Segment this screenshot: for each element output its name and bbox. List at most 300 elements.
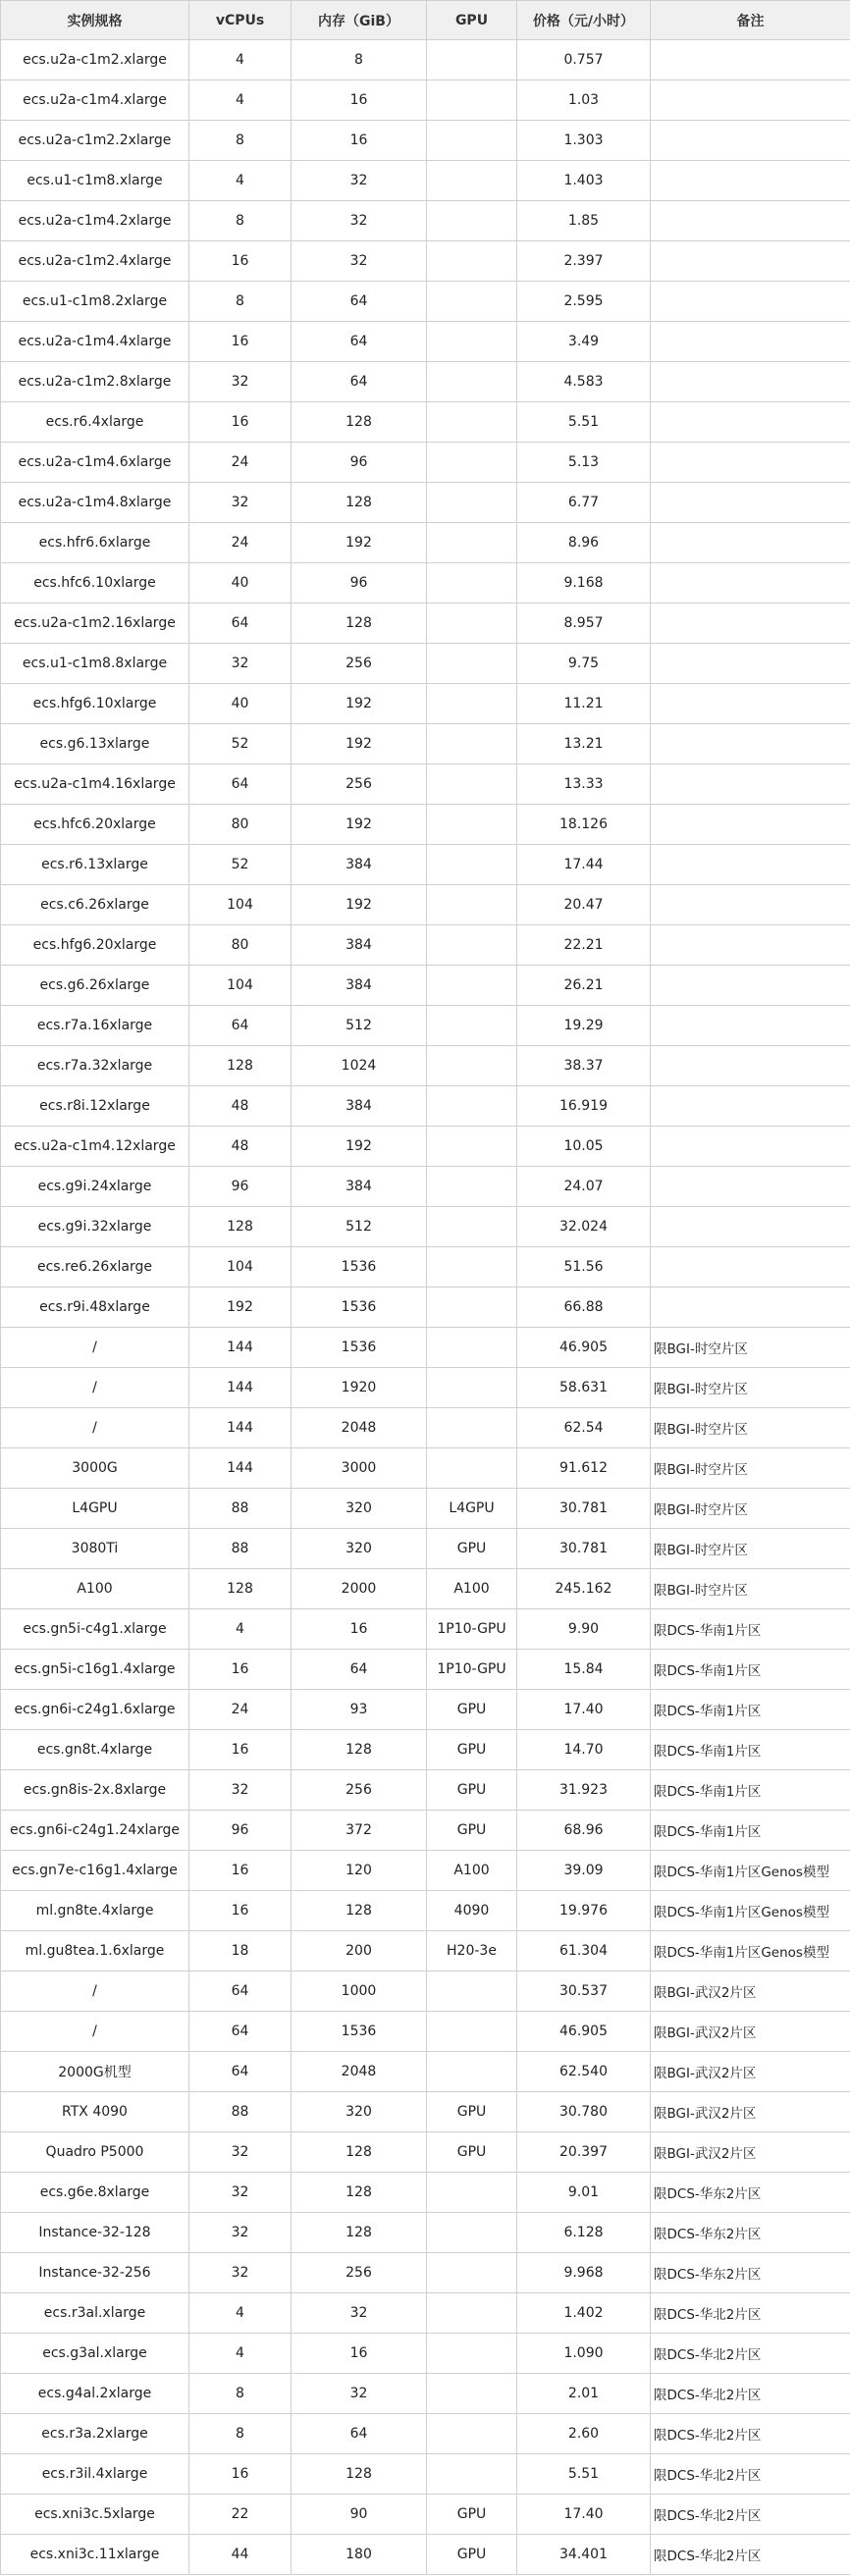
- cell-instance-spec: ecs.gn5i-c4g1.xlarge: [1, 1609, 189, 1650]
- cell-instance-spec: ecs.gn8t.4xlarge: [1, 1730, 189, 1770]
- table-row: [1, 1569, 850, 1609]
- cell-price: 62.540: [517, 2052, 651, 2092]
- table-row: [1, 1006, 850, 1046]
- cell-memory: 180: [292, 2535, 427, 2575]
- cell-instance-spec: ml.gu8tea.1.6xlarge: [1, 1931, 189, 1971]
- cell-price: 9.90: [517, 1609, 651, 1650]
- cell-notes: 限DCS-华南1片区: [651, 1730, 850, 1770]
- cell-notes: [651, 1086, 850, 1127]
- table-row: [1, 161, 850, 201]
- cell-gpu: [427, 2012, 517, 2052]
- cell-notes: [651, 1207, 850, 1247]
- table-row: [1, 1931, 850, 1971]
- cell-instance-spec: ecs.hfr6.6xlarge: [1, 523, 189, 563]
- table-row: [1, 1167, 850, 1207]
- cell-gpu: [427, 2173, 517, 2213]
- cell-memory: 32: [292, 161, 427, 201]
- cell-memory: 64: [292, 322, 427, 362]
- table-row: [1, 966, 850, 1006]
- cell-gpu: [427, 443, 517, 483]
- cell-instance-spec: ecs.gn5i-c16g1.4xlarge: [1, 1650, 189, 1690]
- header-memory: 内存（GiB）: [292, 1, 427, 40]
- cell-vcpus: 4: [189, 80, 292, 121]
- cell-price: 61.304: [517, 1931, 651, 1971]
- cell-gpu: [427, 362, 517, 402]
- cell-vcpus: 192: [189, 1288, 292, 1328]
- table-row: [1, 563, 850, 604]
- table-row: [1, 1609, 850, 1650]
- cell-memory: 32: [292, 201, 427, 241]
- cell-vcpus: 16: [189, 1650, 292, 1690]
- table-row: [1, 2253, 850, 2293]
- cell-memory: 96: [292, 443, 427, 483]
- table-row: [1, 724, 850, 764]
- cell-memory: 128: [292, 402, 427, 443]
- table-row: [1, 805, 850, 845]
- cell-vcpus: 16: [189, 1851, 292, 1891]
- table-row: [1, 2454, 850, 2495]
- cell-memory: 2000: [292, 1569, 427, 1609]
- table-row: [1, 241, 850, 282]
- cell-notes: 限BGI-武汉2片区: [651, 2092, 850, 2132]
- cell-vcpus: 64: [189, 764, 292, 805]
- table-row: [1, 1328, 850, 1368]
- cell-gpu: [427, 805, 517, 845]
- cell-vcpus: 24: [189, 443, 292, 483]
- cell-price: 19.29: [517, 1006, 651, 1046]
- table-row: [1, 121, 850, 161]
- cell-vcpus: 4: [189, 40, 292, 80]
- cell-gpu: [427, 2253, 517, 2293]
- cell-vcpus: 48: [189, 1086, 292, 1127]
- cell-price: 31.923: [517, 1770, 651, 1811]
- cell-notes: [651, 402, 850, 443]
- cell-instance-spec: /: [1, 1328, 189, 1368]
- cell-gpu: [427, 966, 517, 1006]
- cell-vcpus: 16: [189, 2454, 292, 2495]
- cell-gpu: [427, 1247, 517, 1288]
- cell-vcpus: 44: [189, 2535, 292, 2575]
- cell-gpu: [427, 684, 517, 724]
- cell-notes: 限BGI-武汉2片区: [651, 2052, 850, 2092]
- cell-instance-spec: ecs.u2a-c1m2.2xlarge: [1, 121, 189, 161]
- cell-gpu: [427, 1368, 517, 1408]
- cell-gpu: [427, 1288, 517, 1328]
- cell-memory: 256: [292, 764, 427, 805]
- cell-memory: 128: [292, 2132, 427, 2173]
- table-row: [1, 925, 850, 966]
- cell-notes: [651, 724, 850, 764]
- cell-instance-spec: 3080Ti: [1, 1529, 189, 1569]
- table-row: [1, 1207, 850, 1247]
- cell-notes: [651, 1046, 850, 1086]
- cell-memory: 2048: [292, 2052, 427, 2092]
- cell-vcpus: 32: [189, 2253, 292, 2293]
- cell-gpu: [427, 845, 517, 885]
- cell-price: 26.21: [517, 966, 651, 1006]
- cell-instance-spec: A100: [1, 1569, 189, 1609]
- table-row: [1, 1650, 850, 1690]
- cell-vcpus: 64: [189, 1971, 292, 2012]
- cell-vcpus: 144: [189, 1368, 292, 1408]
- cell-memory: 200: [292, 1931, 427, 1971]
- cell-vcpus: 64: [189, 2012, 292, 2052]
- cell-price: 17.44: [517, 845, 651, 885]
- cell-memory: 64: [292, 2414, 427, 2454]
- cell-gpu: 4090: [427, 1891, 517, 1931]
- cell-notes: [651, 362, 850, 402]
- cell-gpu: [427, 483, 517, 523]
- cell-notes: [651, 966, 850, 1006]
- cell-vcpus: 8: [189, 282, 292, 322]
- cell-memory: 256: [292, 644, 427, 684]
- cell-price: 1.403: [517, 161, 651, 201]
- cell-gpu: GPU: [427, 1730, 517, 1770]
- table-row: [1, 2495, 850, 2535]
- cell-price: 11.21: [517, 684, 651, 724]
- cell-vcpus: 32: [189, 644, 292, 684]
- cell-notes: 限BGI-武汉2片区: [651, 2012, 850, 2052]
- table-row: [1, 201, 850, 241]
- cell-instance-spec: ecs.g9i.32xlarge: [1, 1207, 189, 1247]
- cell-notes: 限DCS-华南1片区: [651, 1770, 850, 1811]
- cell-price: 2.397: [517, 241, 651, 282]
- cell-notes: 限DCS-华北2片区: [651, 2495, 850, 2535]
- cell-notes: [651, 483, 850, 523]
- cell-price: 46.905: [517, 2012, 651, 2052]
- cell-price: 39.09: [517, 1851, 651, 1891]
- cell-instance-spec: ecs.r3al.xlarge: [1, 2293, 189, 2334]
- cell-notes: 限BGI-时空片区: [651, 1448, 850, 1489]
- cell-instance-spec: ecs.u2a-c1m4.6xlarge: [1, 443, 189, 483]
- cell-vcpus: 52: [189, 845, 292, 885]
- cell-vcpus: 32: [189, 1770, 292, 1811]
- cell-notes: 限DCS-华东2片区: [651, 2213, 850, 2253]
- cell-vcpus: 16: [189, 402, 292, 443]
- cell-vcpus: 32: [189, 2213, 292, 2253]
- table-row: [1, 2334, 850, 2374]
- cell-memory: 1024: [292, 1046, 427, 1086]
- cell-memory: 64: [292, 282, 427, 322]
- cell-notes: 限BGI-时空片区: [651, 1529, 850, 1569]
- cell-vcpus: 96: [189, 1167, 292, 1207]
- cell-notes: 限BGI-武汉2片区: [651, 1971, 850, 2012]
- cell-price: 16.919: [517, 1086, 651, 1127]
- table-row: [1, 443, 850, 483]
- cell-vcpus: 128: [189, 1569, 292, 1609]
- cell-notes: 限BGI-时空片区: [651, 1489, 850, 1529]
- cell-notes: 限DCS-华北2片区: [651, 2454, 850, 2495]
- cell-notes: [651, 1167, 850, 1207]
- cell-price: 4.583: [517, 362, 651, 402]
- cell-memory: 128: [292, 1891, 427, 1931]
- cell-notes: [651, 1288, 850, 1328]
- cell-memory: 384: [292, 966, 427, 1006]
- cell-price: 20.397: [517, 2132, 651, 2173]
- cell-gpu: [427, 2293, 517, 2334]
- cell-instance-spec: ecs.r8i.12xlarge: [1, 1086, 189, 1127]
- cell-notes: 限BGI-时空片区: [651, 1328, 850, 1368]
- cell-memory: 1536: [292, 1247, 427, 1288]
- cell-instance-spec: ecs.g3al.xlarge: [1, 2334, 189, 2374]
- cell-memory: 120: [292, 1851, 427, 1891]
- cell-gpu: [427, 2334, 517, 2374]
- cell-instance-spec: ecs.u2a-c1m4.xlarge: [1, 80, 189, 121]
- cell-memory: 372: [292, 1811, 427, 1851]
- cell-vcpus: 104: [189, 1247, 292, 1288]
- cell-price: 38.37: [517, 1046, 651, 1086]
- cell-gpu: [427, 1086, 517, 1127]
- cell-gpu: [427, 604, 517, 644]
- cell-vcpus: 48: [189, 1127, 292, 1167]
- cell-gpu: [427, 1167, 517, 1207]
- cell-instance-spec: Instance-32-128: [1, 2213, 189, 2253]
- cell-instance-spec: ecs.u1-c1m8.xlarge: [1, 161, 189, 201]
- cell-price: 46.905: [517, 1328, 651, 1368]
- cell-notes: 限DCS-华东2片区: [651, 2173, 850, 2213]
- cell-instance-spec: ecs.hfg6.20xlarge: [1, 925, 189, 966]
- cell-gpu: 1P10-GPU: [427, 1609, 517, 1650]
- cell-instance-spec: ecs.xni3c.5xlarge: [1, 2495, 189, 2535]
- cell-price: 10.05: [517, 1127, 651, 1167]
- cell-notes: [651, 885, 850, 925]
- cell-instance-spec: ecs.r9i.48xlarge: [1, 1288, 189, 1328]
- table-row: [1, 483, 850, 523]
- cell-gpu: [427, 241, 517, 282]
- table-row: [1, 1127, 850, 1167]
- cell-gpu: [427, 282, 517, 322]
- table-row: [1, 362, 850, 402]
- table-row: [1, 1811, 850, 1851]
- cell-memory: 64: [292, 362, 427, 402]
- cell-gpu: [427, 1207, 517, 1247]
- cell-vcpus: 40: [189, 563, 292, 604]
- cell-vcpus: 8: [189, 201, 292, 241]
- cell-gpu: [427, 402, 517, 443]
- cell-memory: 320: [292, 1529, 427, 1569]
- cell-memory: 384: [292, 1086, 427, 1127]
- cell-price: 51.56: [517, 1247, 651, 1288]
- cell-gpu: [427, 40, 517, 80]
- table-row: [1, 2173, 850, 2213]
- cell-notes: 限DCS-华北2片区: [651, 2334, 850, 2374]
- table-body: [1, 40, 850, 2575]
- cell-instance-spec: ecs.re6.26xlarge: [1, 1247, 189, 1288]
- cell-instance-spec: ecs.u2a-c1m4.12xlarge: [1, 1127, 189, 1167]
- cell-notes: 限DCS-华北2片区: [651, 2535, 850, 2575]
- cell-vcpus: 104: [189, 966, 292, 1006]
- cell-gpu: A100: [427, 1851, 517, 1891]
- table-row: [1, 2293, 850, 2334]
- cell-instance-spec: ecs.u2a-c1m4.2xlarge: [1, 201, 189, 241]
- cell-gpu: [427, 1328, 517, 1368]
- cell-gpu: L4GPU: [427, 1489, 517, 1529]
- cell-memory: 192: [292, 724, 427, 764]
- cell-vcpus: 8: [189, 2374, 292, 2414]
- cell-gpu: [427, 1408, 517, 1448]
- cell-price: 24.07: [517, 1167, 651, 1207]
- cell-price: 30.780: [517, 2092, 651, 2132]
- cell-memory: 512: [292, 1207, 427, 1247]
- cell-notes: [651, 443, 850, 483]
- cell-vcpus: 80: [189, 805, 292, 845]
- cell-price: 9.01: [517, 2173, 651, 2213]
- cell-notes: 限DCS-华南1片区Genos模型: [651, 1931, 850, 1971]
- cell-price: 6.77: [517, 483, 651, 523]
- cell-notes: 限DCS-华南1片区: [651, 1609, 850, 1650]
- cell-notes: [651, 523, 850, 563]
- cell-gpu: GPU: [427, 1811, 517, 1851]
- cell-vcpus: 32: [189, 2173, 292, 2213]
- cell-instance-spec: ecs.u2a-c1m2.16xlarge: [1, 604, 189, 644]
- table-row: [1, 1408, 850, 1448]
- table-row: [1, 1086, 850, 1127]
- cell-gpu: [427, 644, 517, 684]
- cell-instance-spec: ecs.u2a-c1m4.16xlarge: [1, 764, 189, 805]
- cell-gpu: [427, 1971, 517, 2012]
- cell-notes: 限DCS-华南1片区Genos模型: [651, 1851, 850, 1891]
- cell-notes: 限DCS-华南1片区: [651, 1650, 850, 1690]
- cell-memory: 1536: [292, 2012, 427, 2052]
- cell-notes: 限DCS-华东2片区: [651, 2253, 850, 2293]
- cell-gpu: [427, 764, 517, 805]
- cell-notes: [651, 805, 850, 845]
- table-row: [1, 1448, 850, 1489]
- cell-notes: 限DCS-华南1片区Genos模型: [651, 1891, 850, 1931]
- cell-memory: 1536: [292, 1328, 427, 1368]
- table-row: [1, 1368, 850, 1408]
- cell-notes: 限DCS-华北2片区: [651, 2293, 850, 2334]
- cell-vcpus: 22: [189, 2495, 292, 2535]
- cell-gpu: [427, 1046, 517, 1086]
- cell-instance-spec: ecs.r7a.32xlarge: [1, 1046, 189, 1086]
- cell-gpu: GPU: [427, 2132, 517, 2173]
- cell-instance-spec: ecs.u2a-c1m4.8xlarge: [1, 483, 189, 523]
- table-row: [1, 282, 850, 322]
- cell-memory: 320: [292, 1489, 427, 1529]
- cell-vcpus: 24: [189, 1690, 292, 1730]
- cell-price: 6.128: [517, 2213, 651, 2253]
- cell-price: 15.84: [517, 1650, 651, 1690]
- cell-gpu: GPU: [427, 2092, 517, 2132]
- cell-gpu: [427, 2454, 517, 2495]
- cell-instance-spec: /: [1, 1368, 189, 1408]
- cell-notes: [651, 322, 850, 362]
- cell-instance-spec: ml.gn8te.4xlarge: [1, 1891, 189, 1931]
- cell-notes: 限BGI-时空片区: [651, 1569, 850, 1609]
- cell-price: 19.976: [517, 1891, 651, 1931]
- cell-vcpus: 104: [189, 885, 292, 925]
- cell-instance-spec: L4GPU: [1, 1489, 189, 1529]
- cell-price: 30.537: [517, 1971, 651, 2012]
- cell-gpu: GPU: [427, 1690, 517, 1730]
- cell-memory: 16: [292, 1609, 427, 1650]
- cell-notes: 限BGI-武汉2片区: [651, 2132, 850, 2173]
- cell-notes: [651, 161, 850, 201]
- cell-instance-spec: ecs.gn6i-c24g1.24xlarge: [1, 1811, 189, 1851]
- cell-vcpus: 24: [189, 523, 292, 563]
- cell-vcpus: 16: [189, 1891, 292, 1931]
- cell-memory: 1000: [292, 1971, 427, 2012]
- cell-vcpus: 4: [189, 2334, 292, 2374]
- table-row: [1, 1770, 850, 1811]
- cell-instance-spec: ecs.gn6i-c24g1.6xlarge: [1, 1690, 189, 1730]
- cell-price: 1.85: [517, 201, 651, 241]
- cell-price: 1.090: [517, 2334, 651, 2374]
- cell-vcpus: 128: [189, 1207, 292, 1247]
- cell-instance-spec: RTX 4090: [1, 2092, 189, 2132]
- cell-gpu: [427, 2052, 517, 2092]
- table-row: [1, 2535, 850, 2575]
- table-row: [1, 2414, 850, 2454]
- cell-vcpus: 32: [189, 2132, 292, 2173]
- cell-instance-spec: Quadro P5000: [1, 2132, 189, 2173]
- cell-memory: 90: [292, 2495, 427, 2535]
- cell-memory: 128: [292, 1730, 427, 1770]
- table-row: [1, 1288, 850, 1328]
- cell-instance-spec: ecs.gn8is-2x.8xlarge: [1, 1770, 189, 1811]
- cell-memory: 192: [292, 523, 427, 563]
- cell-gpu: [427, 1006, 517, 1046]
- cell-vcpus: 4: [189, 161, 292, 201]
- cell-price: 2.595: [517, 282, 651, 322]
- cell-memory: 192: [292, 684, 427, 724]
- cell-price: 245.162: [517, 1569, 651, 1609]
- cell-memory: 128: [292, 2213, 427, 2253]
- cell-memory: 2048: [292, 1408, 427, 1448]
- cell-vcpus: 88: [189, 1529, 292, 1569]
- cell-gpu: H20-3e: [427, 1931, 517, 1971]
- cell-gpu: 1P10-GPU: [427, 1650, 517, 1690]
- table-row: [1, 402, 850, 443]
- cell-notes: 限BGI-时空片区: [651, 1368, 850, 1408]
- cell-instance-spec: Instance-32-256: [1, 2253, 189, 2293]
- cell-memory: 16: [292, 80, 427, 121]
- cell-notes: [651, 604, 850, 644]
- cell-price: 22.21: [517, 925, 651, 966]
- cell-price: 20.47: [517, 885, 651, 925]
- cell-price: 91.612: [517, 1448, 651, 1489]
- table-row: [1, 644, 850, 684]
- table-header-row: [1, 1, 850, 40]
- table-row: [1, 2132, 850, 2173]
- cell-notes: 限BGI-时空片区: [651, 1408, 850, 1448]
- table-row: [1, 845, 850, 885]
- cell-memory: 192: [292, 885, 427, 925]
- cell-memory: 384: [292, 925, 427, 966]
- cell-notes: [651, 764, 850, 805]
- cell-memory: 320: [292, 2092, 427, 2132]
- table-row: [1, 40, 850, 80]
- cell-vcpus: 128: [189, 1046, 292, 1086]
- cell-instance-spec: ecs.u2a-c1m2.xlarge: [1, 40, 189, 80]
- header-instance-spec: 实例规格: [1, 1, 189, 40]
- cell-notes: 限DCS-华南1片区: [651, 1811, 850, 1851]
- cell-instance-spec: ecs.r6.4xlarge: [1, 402, 189, 443]
- cell-vcpus: 88: [189, 2092, 292, 2132]
- cell-price: 1.303: [517, 121, 651, 161]
- cell-memory: 3000: [292, 1448, 427, 1489]
- cell-memory: 8: [292, 40, 427, 80]
- table-row: [1, 885, 850, 925]
- cell-memory: 96: [292, 563, 427, 604]
- cell-vcpus: 8: [189, 2414, 292, 2454]
- cell-price: 18.126: [517, 805, 651, 845]
- cell-price: 17.40: [517, 1690, 651, 1730]
- cell-instance-spec: ecs.g4al.2xlarge: [1, 2374, 189, 2414]
- table-row: [1, 604, 850, 644]
- cell-notes: [651, 1127, 850, 1167]
